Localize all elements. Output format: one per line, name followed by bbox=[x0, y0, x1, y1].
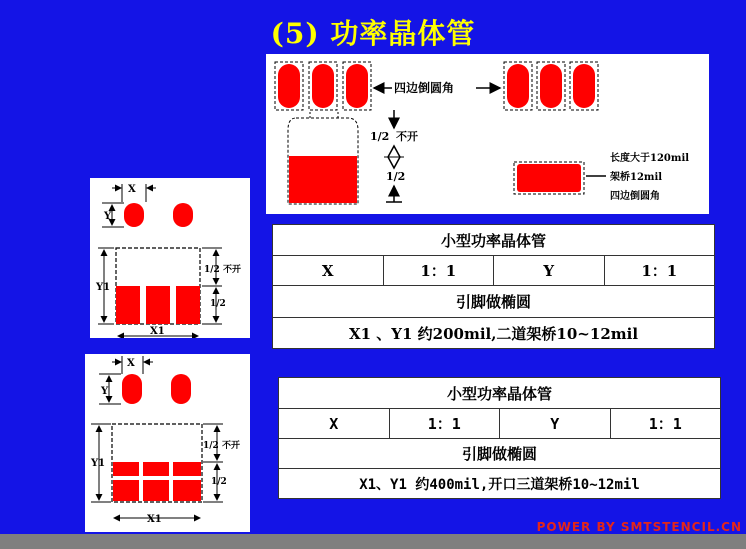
label-x1: X1 bbox=[150, 326, 165, 337]
table-cell: 1：1 bbox=[610, 409, 721, 439]
top-diagram-panel bbox=[266, 54, 709, 214]
table-cell: X bbox=[279, 409, 390, 439]
label-y: Y bbox=[104, 211, 112, 222]
label-bridge: 架桥12mil bbox=[610, 172, 663, 183]
oval-pad bbox=[312, 64, 334, 108]
label-length: 长度大于120mil bbox=[610, 153, 690, 164]
table-cell: 1：1 bbox=[383, 256, 494, 286]
footer-bar bbox=[0, 534, 746, 549]
left-oval-pads bbox=[275, 62, 371, 110]
label-round-corners: 四边倒圆角 bbox=[394, 81, 455, 95]
label-half: 1/2 bbox=[370, 130, 390, 143]
pad-segment bbox=[113, 480, 139, 501]
label-half: 1/2 bbox=[210, 299, 226, 309]
table-cell: Y bbox=[500, 409, 611, 439]
diagram-three-bridge bbox=[85, 354, 250, 532]
label-half-lower: 1/2 bbox=[386, 170, 406, 183]
spec-table-1 bbox=[272, 224, 715, 349]
pad-segment bbox=[173, 462, 201, 476]
page-title: (5) 功率晶体管 bbox=[270, 17, 476, 50]
label-no-split: 不开 bbox=[396, 130, 418, 143]
left-diagram-panel-2 bbox=[85, 354, 250, 532]
right-oval-pads bbox=[504, 62, 598, 110]
table-cell: Y bbox=[494, 256, 605, 286]
table-cell: 1：1 bbox=[604, 256, 715, 286]
label-x: X bbox=[128, 184, 136, 195]
label-half-no-split: 1/2 不开 bbox=[203, 441, 240, 451]
oval-pad bbox=[173, 203, 193, 227]
table-note: X1、Y1 约400mil,开口三道架桥10~12mil bbox=[279, 469, 721, 499]
oval-pad bbox=[573, 64, 595, 108]
pad-segment bbox=[143, 480, 169, 501]
table-header: 小型功率晶体管 bbox=[273, 225, 715, 256]
large-pad bbox=[288, 112, 358, 204]
label-half: 1/2 bbox=[211, 477, 227, 487]
table-note: X1 、Y1 约200mil,二道架桥10~12mil bbox=[273, 318, 715, 349]
oval-pad bbox=[507, 64, 529, 108]
spec-table-2 bbox=[278, 377, 721, 499]
table-cell: X bbox=[273, 256, 384, 286]
pad-segment bbox=[176, 286, 200, 324]
oval-pad bbox=[278, 64, 300, 108]
label-y1: Y1 bbox=[96, 282, 111, 293]
table-note: 引脚做椭圆 bbox=[273, 286, 715, 318]
oval-pad bbox=[346, 64, 368, 108]
pad-segment bbox=[173, 480, 201, 501]
pad-segment bbox=[143, 462, 169, 476]
oval-pad bbox=[540, 64, 562, 108]
pad-segment bbox=[146, 286, 170, 324]
oval-pad bbox=[171, 374, 191, 404]
table-header: 小型功率晶体管 bbox=[279, 378, 721, 409]
pad-segment bbox=[113, 462, 139, 476]
table-cell: 1：1 bbox=[389, 409, 500, 439]
label-x: X bbox=[127, 358, 135, 369]
footer-credit: POWER BY SMTSTENCIL.CN bbox=[536, 520, 742, 534]
rect-pad bbox=[514, 162, 584, 194]
label-round-corners-2: 四边倒圆角 bbox=[610, 191, 660, 202]
label-half-no-split: 1/2 不开 bbox=[204, 265, 241, 275]
left-diagram-panel-1 bbox=[90, 178, 250, 338]
label-x1: X1 bbox=[147, 514, 162, 525]
diagram-two-bridge bbox=[90, 178, 250, 338]
table-note: 引脚做椭圆 bbox=[279, 439, 721, 469]
oval-pad bbox=[122, 374, 142, 404]
label-y: Y bbox=[101, 386, 109, 397]
pad-segment bbox=[116, 286, 140, 324]
top-diagram bbox=[266, 54, 709, 214]
oval-pad bbox=[124, 203, 144, 227]
label-y1: Y1 bbox=[91, 458, 106, 469]
